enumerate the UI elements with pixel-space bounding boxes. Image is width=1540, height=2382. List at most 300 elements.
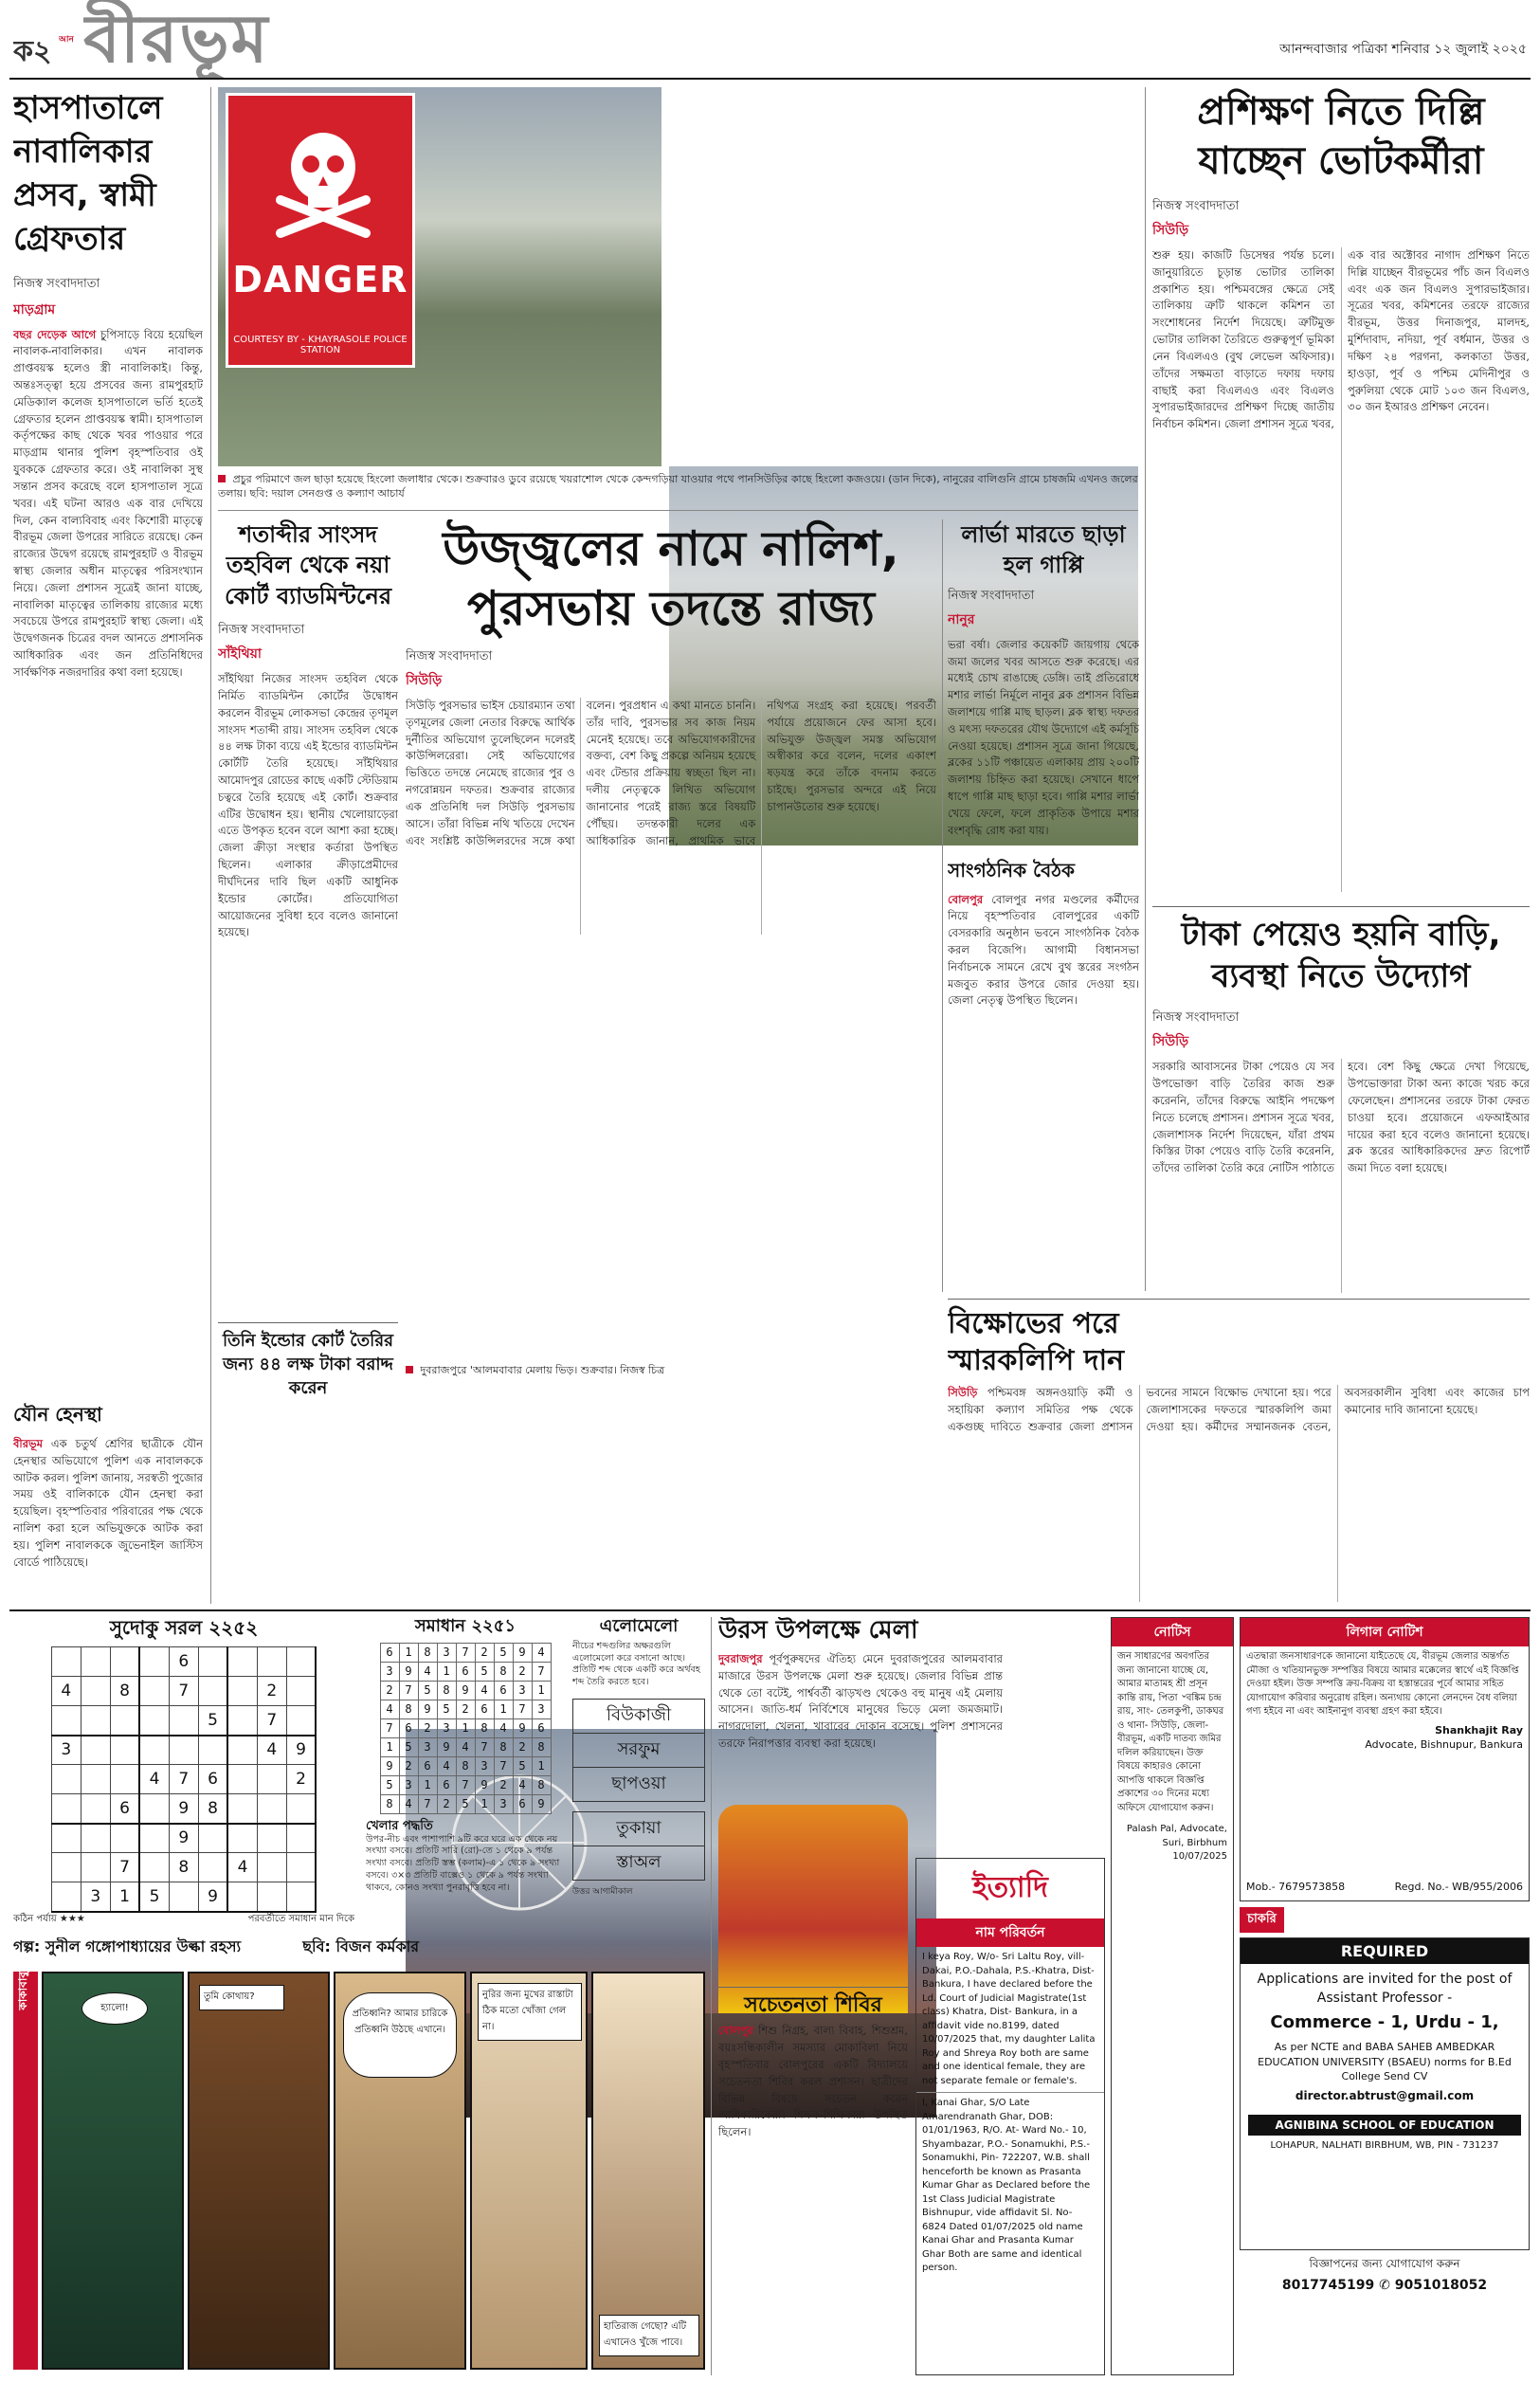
sudoku-note: পরবর্তীতে সমাধান মান দিকে — [247, 1914, 354, 1924]
training-headline: প্রশিক্ষণ নিতে দিল্লি যাচ্ছেন ভোটকর্মীরা — [1197, 90, 1485, 183]
legal-notice-signer-detail: Advocate, Bishnupur, Bankura — [1365, 1738, 1523, 1752]
sudoku-cell — [169, 1706, 198, 1736]
solution-row — [380, 1737, 551, 1756]
sudoku-cell — [110, 1824, 139, 1853]
solution-row — [380, 1662, 551, 1681]
sudoku-cell — [81, 1824, 110, 1853]
col-rule-1 — [210, 87, 211, 1604]
sudoku-cell — [139, 1824, 169, 1853]
sudoku-cell — [286, 1677, 316, 1706]
solution-cell: 1 — [418, 1775, 437, 1794]
sudoku-cell — [51, 1647, 81, 1677]
legal-notice-panel — [1240, 1617, 1530, 1901]
solution-cell: 3 — [399, 1775, 418, 1794]
solution-row — [380, 1718, 551, 1737]
comic-side-label — [13, 1972, 38, 2370]
hospital-headline: হাসপাতালে নাবালিকার প্রসব, স্বামী গ্রেফতার — [13, 89, 163, 258]
fair-caption — [406, 1363, 936, 1382]
page-number: ক২ — [13, 35, 52, 68]
sudoku-cell — [139, 1736, 169, 1765]
main-byline: নিজস্ব সংবাদদাতা — [406, 649, 493, 664]
danger-credit: COURTESY BY - KHAYRASOLE POLICE STATION — [233, 335, 408, 355]
solution-cell: 7 — [418, 1794, 437, 1813]
jumble-answers-label: উত্তর আগামীকাল — [572, 1886, 633, 1897]
sudoku-row — [51, 1736, 316, 1765]
solution-cell: 2 — [494, 1775, 513, 1794]
sudoku-cell — [227, 1882, 257, 1912]
job-line-2: Commerce - 1, Urdu - 1, — [1270, 2011, 1499, 2032]
solution-cell: 3 — [437, 1643, 456, 1662]
ittadi-notice-1: I keya Roy, W/o- Sri Laltu Roy, vill-Dakai, P.O.-Dahala, P.S.-Khatra, Dist- Bankura, I have declared before the Ld. Court of Judicial Magistrate(1st class) Khatra, Dist- Bankura, in a affidavit vide no.8199, dated 10/07/2025 that, my daughter Lalita Roy and Shreya Roy both are same and one identical female, they are not separate female or female's. — [922, 1952, 1096, 2086]
sudoku-cell — [139, 1677, 169, 1706]
jumble-instructions: নীচের শব্দগুলির অক্ষরগুলি এলোমেলো করে বসানো আছে। প্রতিটি শব্দ থেকে একটি করে অর্থবহ শব্দ তৈরি করতে হবে। — [572, 1640, 700, 1688]
solution-cell: 4 — [513, 1775, 532, 1794]
urs-headline: উরস উপলক্ষে মেলা — [718, 1617, 918, 1645]
sudoku-cell — [51, 1853, 81, 1882]
solution-cell: 8 — [437, 1681, 456, 1700]
solution-cell: 6 — [418, 1756, 437, 1775]
solution-cell: 9 — [418, 1700, 437, 1718]
memo-dateline: সিউড়ি — [948, 1386, 978, 1399]
job-line-1: Applications are invited for the post of Assistant Professor - — [1257, 1972, 1513, 2007]
solution-cell: 8 — [494, 1662, 513, 1681]
hospital-body-text: চুপিসাড়ে বিয়ে হয়েছিল নাবালক-নাবালিকার। এখন নাবালক প্রাপ্তবয়স্ক হলেও স্ত্রী নাবালিকাই। কিন্তু, অন্তঃসত্ত্বা হয়ে প্রসবের জন্য রামপুরহাট মেডিক্যাল কলেজ হাসপাতালে ভর্তি হতেই গ্রেফতার হলেন প্রাপ্তবয়স্ক স্বামী। হাসপাতাল কর্তৃপক্ষের কাছ থেকে খবর পাওয়ার পরে মাড়গ্রাম থানার পুলিশ বৃহস্পতিবার ওই যুবককে গ্রেফতার করে। ওই নাবালিকা সুস্থ সন্তান প্রসব করেছে বলে হাসপাতাল সূত্রে খবর। এই ঘটনা আরও এক বার দেখিয়ে দিল, কেন বাল্যবিবাহ এবং কিশোরী মাতৃত্বে বীরভূম জেলা উপরের সারিতে রয়েছে। কেন রাজ্যের উদ্বেগ রয়েছে রামপুরহাট ও বীরভূম স্বাস্থ্য জেলার অধীন মাতৃত্বের পরিসংখ্যান নিয়ে। জেলা প্রশাসন সূত্রেই জানা যাচ্ছে, নাবালিকা মাতৃত্বের তালিকায় রাজ্যের মধ্যে সবচেয়ে উপরে রামপুরহাট স্বাস্থ্য জেলা। এই উদ্বেগজনক চিত্রের বদল আনতে প্রশাসনিক আধিকারিক এবং জন প্রতিনিধিদের সার্বক্ষণিক নজরদারির কথা বলা হয়েছে। — [13, 327, 203, 679]
solution-cell: 8 — [494, 1737, 513, 1756]
solution-cell: 5 — [399, 1737, 418, 1756]
solution-cell: 9 — [513, 1643, 532, 1662]
sudoku-cell — [286, 1853, 316, 1882]
solution-panel — [366, 1617, 565, 1930]
sudoku-cell — [227, 1706, 257, 1736]
rules-title: খেলার পদ্ধতি — [366, 1818, 433, 1833]
sudoku-row — [51, 1853, 316, 1882]
sudoku-cell — [81, 1647, 110, 1677]
sudoku-cell — [198, 1853, 227, 1882]
sudoku-cell — [139, 1706, 169, 1736]
sudoku-row — [51, 1765, 316, 1794]
solution-row — [380, 1794, 551, 1813]
sudoku-cell — [81, 1853, 110, 1882]
solution-title: সমাধান ২২৫১ — [414, 1617, 516, 1636]
jumble-word-4: তুকায়া — [572, 1811, 705, 1846]
sudoku-cell: 8 — [198, 1794, 227, 1824]
hospital-lead: বছর দেড়েক আগে — [13, 327, 97, 341]
solution-cell: 4 — [532, 1643, 551, 1662]
jumble-panel — [572, 1617, 705, 1930]
notice-title: নোটিস — [1112, 1618, 1233, 1646]
solution-cell: 8 — [418, 1643, 437, 1662]
solution-cell: 3 — [475, 1756, 494, 1775]
hospital-story — [13, 87, 203, 1604]
solution-cell: 7 — [456, 1775, 475, 1794]
comic-box-5: হাতিরাজ গেছো? এটি এখানেও খুঁজে পাবে। — [599, 2315, 699, 2356]
sudoku-cell: 2 — [257, 1677, 286, 1706]
sudoku-cell: 9 — [169, 1794, 198, 1824]
sudoku-grid — [51, 1646, 317, 1913]
camp-body — [718, 2023, 908, 2141]
solution-cell: 3 — [513, 1681, 532, 1700]
guppy-story — [948, 519, 1139, 1292]
puzzle-rule — [9, 1609, 1531, 1611]
main-dateline: সিউড়ি — [406, 673, 443, 688]
hospital-dateline: মাড়গ্রাম — [13, 301, 56, 318]
paper-date: আনন্দবাজার পত্রিকা শনিবার ১২ জুলাই ২০২৫ — [1278, 42, 1527, 57]
sudoku-cell — [81, 1736, 110, 1765]
sudoku-cell — [286, 1706, 316, 1736]
training-body: শুরু হয়। কাজটি ডিসেম্বর পর্যন্ত চলে। জানুয়ারিতে চূড়ান্ত ভোটার তালিকা প্রকাশিত হয়। পশ্চিমবঙ্গের ক্ষেত্রে সেই তালিকায় ত্রুটি থাকলে কমিশন তা সংশোধনের নির্দেশ দিয়েছে। ত্রুটিমুক্ত ভোটার তালিকা তৈরিতে গুরুত্বপূর্ণ ভূমিকা নেন বিএলএও (বুথ লেভেল অফিসার)। তাঁদের সক্ষমতা বাড়াতে দফায় দফায় বাছাই করা বিএলএও এবং বিএলও সুপারভাইজারদের প্রশিক্ষণ দিচ্ছে জাতীয় নির্বাচন কমিশন। জেলা প্রশাসন সূত্রে খবর, এক বার অক্টোবর নাগাদ প্রশিক্ষণ নিতে দিল্লি যাচ্ছেন বীরভূমের পাঁচ জন বিএলও এবং এক জন বিএলও সুপারভাইজার। সূত্রের খবর, কমিশনের তরফে রাজ্যের বীরভূম, উত্তর দিনাজপুর, মালদহ, মুর্শিদাবাদ, নদিয়া, পূর্ব বর্ধমান, উত্তর ও দক্ষিণ ২৪ পরগনা, কলকাতা উত্তর, হাওড়া, পূর্ব ও পশ্চিম মেদিনীপুর ও পুরুলিয়া থেকে মোট ১০৩ জন বিএলও, ৩০ জন ইআরও প্রশিক্ষণ নেবেন। — [1152, 248, 1530, 431]
solution-cell: 7 — [494, 1756, 513, 1775]
ittadi-notice-2: I, Kanai Ghar, S/O Late Amarendranath Ghar, DOB: 01/01/1963, R/O. At- Ward No.- 10, Shyambazar, P.O.- Sonamukhi, P.S.- Sonamukhi, Pin- 722207, W.B. shall henceforth be known as Prasanta Kumar Ghar as Declared before the 1st Class Judicial Magistrate Bishnupur, vide affidavit Sl. No- 6824 Dated 01/07/2025 old name Kanai Ghar and Prasanta Kumar Ghar Both are same and identical person. — [916, 2092, 1104, 2280]
jumble-word-1: বিউকাজী — [572, 1699, 705, 1734]
solution-cell: 2 — [456, 1700, 475, 1718]
solution-cell: 8 — [532, 1775, 551, 1794]
comic-panel-4 — [470, 1972, 588, 2370]
urs-text: পূর্বপুরুষদের ঐতিহ্য মেনে দুবরাজপুরের আলমবাবার মাজারে উরস উপলক্ষে মেলা শুরু হয়েছে। জেলার বিভিন্ন প্রান্ত থেকে তো বটেই, পার্শ্ববর্তী ঝাড়খণ্ড থেকেও বহু মানুষ এই মেলায় আসেন। জাতি-ধর্ম নির্বিশেষে মানুষের ভিড়ে মেলা জমজমাট। নাগরদোলা, খেলনা, খাবারের দোকান বসেছে। পুলিশ প্রশাসনের তরফে নিরাপত্তার ব্যবস্থা করা হয়েছে। — [718, 1651, 1003, 1750]
comic-panel-2 — [188, 1972, 330, 2370]
jumble-word-3: ছাপওয়া — [572, 1768, 705, 1802]
memo-body — [948, 1385, 1530, 1602]
footer-ad-text: বিজ্ঞাপনের জন্য যোগাযোগ করুন — [1309, 2257, 1460, 2270]
sudoku-cell — [51, 1706, 81, 1736]
sudoku-cell: 7 — [169, 1765, 198, 1794]
sudoku-cell — [81, 1677, 110, 1706]
sudoku-cell: 9 — [286, 1736, 316, 1765]
ittadi-panel — [915, 1858, 1105, 2375]
caption-marker-icon — [218, 475, 226, 482]
training-dateline: সিউড়ি — [1152, 223, 1189, 238]
meeting-body — [948, 892, 1139, 1010]
solution-cell: 9 — [437, 1737, 456, 1756]
house-story — [1152, 914, 1530, 1293]
sudoku-cell — [227, 1647, 257, 1677]
footer-ad-phones: 8017745199 ✆ 9051018052 — [1281, 2278, 1488, 2294]
sudoku-cell: 6 — [198, 1765, 227, 1794]
col-rule-puzzle — [711, 1617, 712, 2375]
name-change-title: নাম পরিবর্তন — [916, 1918, 1104, 1947]
solution-cell: 8 — [399, 1700, 418, 1718]
camp-headline: সচেতনতা শিবির — [744, 1993, 882, 2017]
main-story — [406, 519, 936, 965]
solution-cell: 5 — [494, 1643, 513, 1662]
sudoku-cell — [81, 1706, 110, 1736]
house-body: সরকারি আবাসনের টাকা পেয়েও যে সব উপভোক্তা বাড়ি তৈরির কাজ শুরু করেননি, তাঁদের বিরুদ্ধে আইনি পদক্ষেপ নিতে চলেছে প্রশাসন। প্রশাসন সূত্রে খবর, জেলাশাসক নির্দেশ দিয়েছেন, যাঁরা প্রথম কিস্তির টাকা পেয়েও বাড়ি তৈরি করেননি, তাঁদের তালিকা তৈরি করে নোটিস পাঠাতে হবে। বেশ কিছু ক্ষেত্রে দেখা গিয়েছে, উপভোক্তারা টাকা অন্য কাজে খরচ করে ফেলেছেন। প্রশাসনের তরফে টাকা ফেরত চাওয়া হবে। প্রয়োজনে এফআইআর দায়ের করা হবে বলেও জানানো হয়েছে। ব্লক স্তরের আধিকারিকদের দ্রুত রিপোর্ট জমা দিতে বলা হয়েছে। — [1152, 1060, 1530, 1175]
sudoku-cell — [257, 1765, 286, 1794]
solution-cell: 4 — [475, 1681, 494, 1700]
guppy-byline: নিজস্ব সংবাদদাতা — [948, 588, 1035, 603]
jumble-title: এলোমেলো — [599, 1617, 679, 1636]
sudoku-cell — [51, 1794, 81, 1824]
comic-box-2: তুমি কোথায়? — [199, 1985, 284, 2010]
danger-text: DANGER — [232, 259, 408, 300]
sudoku-title: সুদোকু সরল ২২৫২ — [109, 1617, 259, 1639]
hospital-substory — [13, 1401, 203, 1600]
sudoku-cell — [81, 1794, 110, 1824]
comic-header — [13, 1937, 705, 1966]
solution-cell: 1 — [380, 1737, 399, 1756]
solution-cell: 7 — [456, 1643, 475, 1662]
photo-caption-top — [218, 472, 1138, 506]
solution-cell: 9 — [513, 1718, 532, 1737]
solution-cell: 9 — [399, 1662, 418, 1681]
col-rule-guppy — [942, 519, 943, 1292]
solution-cell: 4 — [418, 1662, 437, 1681]
comic-bubble-1: হ্যালো! — [82, 1992, 148, 2025]
solution-cell: 1 — [532, 1756, 551, 1775]
sudoku-cell: 9 — [198, 1882, 227, 1912]
solution-cell: 6 — [513, 1794, 532, 1813]
solution-cell: 7 — [475, 1737, 494, 1756]
meeting-text: বোলপুর নগর মণ্ডলের কর্মীদের নিয়ে বৃহস্পতিবার বোলপুরের একটি বেসরকারি অনুষ্ঠান ভবনে সাংগঠনিক বৈঠক করল বিজেপি। আগামী বিধানসভা নির্বাচনকে সামনে রেখে বুথ স্তরের সংগঠন মজবুত করার উপরে জোর দেওয়া হয়। জেলা নেতৃত্ব উপস্থিত ছিলেন। — [948, 892, 1139, 1008]
sudoku-cell — [169, 1736, 198, 1765]
comic-panel-5 — [591, 1972, 705, 2370]
rules-text: উপর-নীচ এবং পাশাপাশি ৯টি করে ঘরে এক থেকে নয় সংখ্যা বসবে। প্রতিটি সারি (রো)-তে ১ থেকে ৯ পর্যন্ত সংখ্যা বসবে। প্রতিটি স্তম্ভ (কলাম)-এ ১ থেকে ৯ সংখ্যা বসবে। ৩×৩ প্রতিটি বাক্সেও ১ থেকে ৯ পর্যন্ত সংখ্যা থাকবে, কোনও সংখ্যা পুনরাবৃত্তি হবে না। — [366, 1833, 560, 1893]
training-story — [1152, 87, 1530, 902]
sudoku-cell — [51, 1824, 81, 1853]
sudoku-cell — [257, 1853, 286, 1882]
solution-cell: 9 — [380, 1756, 399, 1775]
sudoku-cell — [198, 1736, 227, 1765]
skull-crossbones-icon — [266, 124, 380, 238]
masthead — [0, 0, 1540, 78]
sudoku-cell: 7 — [257, 1706, 286, 1736]
sudoku-cell — [110, 1706, 139, 1736]
caption-rule — [218, 510, 1138, 511]
solution-cell: 8 — [475, 1718, 494, 1737]
solution-cell: 4 — [399, 1794, 418, 1813]
solution-row — [380, 1700, 551, 1718]
sudoku-panel — [13, 1617, 354, 1930]
court-headline: শতাব্দীর সাংসদ তহবিল থেকে নয়া কোর্ট ব্যাডমিন্টনের — [224, 521, 392, 609]
job-required: REQUIRED — [1241, 1938, 1529, 1964]
court-side-note — [218, 1322, 398, 1427]
solution-row — [380, 1681, 551, 1700]
solution-cell: 9 — [475, 1775, 494, 1794]
notice-body: জন সাধারণের অবগতির জন্য জানানো যাচ্ছে যে, আমার মাতামহ শ্রী প্রসূন কান্তি রায়, পিতা ৺বঙ্কিম চন্দ্র রায়, সাং- তেলকুপী, ডাকঘর ও থানা- সিউড়ি, জেলা- বীরভূম, একটি দাতব্য জমির দলিল করিয়াছেন। উক্ত বিষয়ে কাহারও কোনো আপত্তি থাকলে বিজ্ঞপ্তি প্রকাশের ৩০ দিনের মধ্যে অফিসে যোগাযোগ করুন। — [1117, 1651, 1224, 1813]
solution-cell: 3 — [380, 1662, 399, 1681]
sudoku-cell — [139, 1647, 169, 1677]
solution-cell: 6 — [437, 1775, 456, 1794]
legal-notice-reg: Regd. No.- WB/955/2006 — [1394, 1881, 1523, 1894]
solution-cell: 5 — [418, 1681, 437, 1700]
ittadi-brand: ইত্যাদি — [972, 1871, 1048, 1904]
house-headline: টাকা পেয়েও হয়নি বাড়ি, ব্যবস্থা নিতে উদ্যোগ — [1181, 916, 1501, 996]
sudoku-cell — [286, 1824, 316, 1853]
sudoku-cell — [227, 1765, 257, 1794]
sudoku-cell — [286, 1647, 316, 1677]
meeting-heading: সাংগঠনিক বৈঠক — [948, 858, 1075, 882]
sudoku-cell — [51, 1882, 81, 1912]
sudoku-cell — [51, 1765, 81, 1794]
solution-cell: 3 — [437, 1718, 456, 1737]
court-byline: নিজস্ব সংবাদদাতা — [218, 623, 305, 638]
caption-text-top: প্রচুর পরিমাণে জল ছাড়া হয়েছে হিংলো জলাধার থেকে। শুক্রবারও ডুবে রয়েছে খয়রাশোল থেকে কেন্দগড়িয়া যাওয়ার পথে পানসিউড়ির কাছে হিংলো কজওয়ে। (ডান দিকে), নানুরের বালিগুনি গ্রামে চাষজমি এখনও জলের তলায়। ছবি: দয়াল সেনগুপ্ত ও কল্যাণ আচার্য — [218, 473, 1138, 500]
section-logo: বীরভূম — [83, 0, 270, 78]
legal-notice-signer: Shankhajit Ray — [1435, 1723, 1523, 1736]
harassment-dateline: বীরভূম — [13, 1437, 43, 1450]
sudoku-cell — [110, 1647, 139, 1677]
sudoku-row — [51, 1647, 316, 1677]
memo-text: পশ্চিমবঙ্গ অঙ্গনওয়াড়ি কর্মী ও সহায়িকা কল্যাণ সমিতির পক্ষ থেকে একগুচ্ছ দাবিতে শুক্রবার জেলা প্রশাসন ভবনের সামনে বিক্ষোভ দেখানো হয়। পরে জেলাশাসকের দফতরে স্মারকলিপি জমা দেওয়া হয়। কর্মীদের সম্মানজনক বেতন, অবসরকালীন সুবিধা এবং কাজের চাপ কমানোর দাবি জানানো হয়েছে। — [948, 1386, 1530, 1433]
camp-dateline: বোলপুর — [718, 2024, 754, 2038]
harassment-text: এক চতুর্থ শ্রেণির ছাত্রীকে যৌন হেনস্থার অভিযোগে পুলিশ এক নাবালককে আটক করল। পুলিশ জানায়, সরস্বতী পুজোর সময় ওই বালিকাকে যৌন হেনস্থা করা হয়েছিল। বৃহস্পতিবার পরিবারের পক্ষ থেকে নালিশ করা হলে অভিযুক্তকে আটক করা হয়। পুলিশ নাবালককে জুভেনাইল জাস্টিস বোর্ডে পাঠিয়েছে। — [13, 1437, 203, 1569]
urs-dateline: দুবরাজপুর — [718, 1651, 763, 1665]
memo-headline: বিক্ষোভের পরে স্মারকলিপি দান — [948, 1307, 1125, 1377]
solution-cell: 7 — [399, 1681, 418, 1700]
solution-cell: 3 — [532, 1700, 551, 1718]
solution-cell: 5 — [456, 1794, 475, 1813]
notice-panel — [1111, 1617, 1234, 2375]
comic-title: গল্প: সুনীল গঙ্গোপাধ্যায়ের উল্কা রহস্য — [13, 1937, 242, 1955]
job-line-3: As per NCTE and BABA SAHEB AMBEDKAR EDUCATION UNIVERSITY (BSAEU) norms for B.Ed College Send CV — [1258, 2040, 1512, 2083]
sudoku-cell — [257, 1882, 286, 1912]
job-email[interactable]: director.abtrust@gmail.com — [1295, 2089, 1475, 2103]
guppy-headline: লার্ভা মারতে ছাড়া হল গাপ্পি — [961, 521, 1126, 579]
solution-cell: 3 — [418, 1737, 437, 1756]
court-dateline: সাঁইথিয়া — [218, 646, 262, 663]
sudoku-cell: 6 — [110, 1794, 139, 1824]
sudoku-cell — [110, 1765, 139, 1794]
sudoku-cell: 5 — [139, 1882, 169, 1912]
solution-cell: 4 — [380, 1700, 399, 1718]
urs-body — [718, 1651, 1003, 1753]
sudoku-cell: 4 — [139, 1765, 169, 1794]
solution-cell: 4 — [437, 1756, 456, 1775]
sudoku-cell — [227, 1794, 257, 1824]
sudoku-row — [51, 1677, 316, 1706]
sudoku-cell — [198, 1824, 227, 1853]
sudoku-row — [51, 1706, 316, 1736]
col-rule-right — [1145, 87, 1146, 1291]
comic-box-4: নুরির জন্য মুখের রাস্তাটা ঠিক মতো খোঁজা গেল না। — [478, 1983, 582, 2041]
solution-cell: 9 — [532, 1794, 551, 1813]
comic-bubble-3: প্রতিধ্বনি? আমার চারিকে প্রতিধ্বনি উঠছে এখানে। — [343, 1992, 457, 2078]
job-address: LOHAPUR, NALHATI BIRBHUM, WB, PIN - 731237 — [1270, 2139, 1499, 2151]
guppy-dateline: নানুর — [948, 611, 975, 627]
solution-cell: 1 — [437, 1662, 456, 1681]
job-ad — [1240, 1937, 1530, 2250]
solution-cell: 1 — [456, 1718, 475, 1737]
camp-story — [718, 1987, 908, 2375]
solution-cell: 1 — [475, 1794, 494, 1813]
solution-cell: 7 — [532, 1662, 551, 1681]
guppy-body: ভরা বর্ষা। জেলার কয়েকটি জায়গায় থেকে জমা জলের খবর আসতে শুরু করেছে। এর মধ্যেই চোখ রাঙাচ্ছে ডেঙ্গি। তাই প্রতিরোধে মশার লার্ভা নির্মূলে নানুর ব্লক প্রশাসন বিভিন্ন জলাশয়ে গাপ্পি মাছ ছাড়ল। ব্লক স্বাস্থ্য দফতর ও মৎস্য দফতরের যৌথ উদ্যোগে এই কর্মসূচি নেওয়া হয়েছে। প্রশাসন সূত্রে জানা গিয়েছে, ব্লকের ১১টি পঞ্চায়েত এলাকায় প্রায় ২০০টি জলাশয় চিহ্নিত করা হয়েছে। সেখানে ধাপে ধাপে গাপ্পি মাছ ছাড়া হবে। গাপ্পি মশার লার্ভা খেয়ে ফেলে, ফলে প্রাকৃতিক উপায়ে মশার বংশবৃদ্ধি রোধ করা যায়। — [948, 637, 1139, 837]
sudoku-cell — [81, 1765, 110, 1794]
court-story — [218, 519, 398, 1306]
jumble-word-5: স্তাঅল — [572, 1846, 705, 1881]
solution-grid — [380, 1643, 552, 1814]
solution-cell: 1 — [494, 1700, 513, 1718]
sudoku-cell: 5 — [198, 1706, 227, 1736]
comic-artist: ছবি: বিজন কর্মকার — [302, 1937, 420, 1955]
sudoku-cell: 9 — [169, 1824, 198, 1853]
fair-caption-marker-icon — [406, 1366, 413, 1373]
training-byline: নিজস্ব সংবাদদাতা — [1152, 199, 1240, 213]
solution-cell: 2 — [418, 1718, 437, 1737]
job-school: AGNIBINA SCHOOL OF EDUCATION — [1248, 2115, 1521, 2136]
comic-panel-3 — [334, 1972, 466, 2370]
solution-cell: 7 — [380, 1718, 399, 1737]
sudoku-cell — [227, 1736, 257, 1765]
sudoku-cell — [257, 1794, 286, 1824]
sudoku-cell — [227, 1677, 257, 1706]
legal-notice-mobile: Mob.- 7679573858 — [1246, 1881, 1346, 1894]
hospital-byline: নিজস্ব সংবাদদাতা — [13, 276, 100, 291]
comic-side-text: কাকাবাবু — [16, 1972, 29, 2010]
sudoku-cell — [286, 1794, 316, 1824]
solution-cell: 6 — [475, 1700, 494, 1718]
solution-cell: 6 — [380, 1643, 399, 1662]
solution-cell: 2 — [513, 1737, 532, 1756]
sudoku-cell: 3 — [81, 1882, 110, 1912]
house-byline: নিজস্ব সংবাদদাতা — [1152, 1010, 1240, 1026]
legal-notice-title: লিগাল নোটিশ — [1241, 1618, 1529, 1646]
solution-cell: 5 — [380, 1775, 399, 1794]
sudoku-cell: 8 — [169, 1853, 198, 1882]
solution-cell: 2 — [513, 1662, 532, 1681]
court-body: সাঁইথিয়া নিজের সাংসদ তহবিল থেকে নির্মিত ব্যাডমিন্টন কোর্টের উদ্বোধন করলেন বীরভূম লোকসভা কেন্দ্রের তৃণমূল সাংসদ শতাব্দী রায়। সাংসদ তহবিল থেকে ৪৪ লক্ষ টাকা ব্যয়ে এই ইন্ডোর ব্যাডমিন্টন কোর্টটি তৈরি হয়েছে। সাঁইথিয়ার আমোদপুর রোডের কাছে একটি স্টেডিয়াম চত্বরে তৈরি হয়েছে এই কোর্ট। শুক্রবার এটির উদ্বোধন হয়। স্থানীয় খেলোয়াড়েরা এতে উপকৃত হবেন বলে আশা করা হচ্ছে। জেলা ক্রীড়া সংস্থার কর্তারা উপস্থিত ছিলেন। এলাকার ক্রীড়াপ্রেমীদের দীর্ঘদিনের দাবি ছিল একটি আধুনিক ইন্ডোর কোর্টের। প্রতিযোগিতা আয়োজনের সুবিধা হবে বলেও জানানো হয়েছে। — [218, 672, 398, 939]
house-dateline: সিউড়ি — [1152, 1034, 1189, 1050]
solution-cell: 2 — [399, 1756, 418, 1775]
sudoku-cell: 6 — [169, 1647, 198, 1677]
legal-notice-body: এতদ্বারা জনসাধারণকে জানানো যাইতেছে যে, বীরভূম জেলার অন্তর্গত মৌজা ও খতিয়ানভুক্ত সম্পত্তির বিষয়ে আমার মক্কেলের স্বার্থে এই বিজ্ঞপ্তি দেওয়া হইল। উক্ত সম্পত্তি ক্রয়-বিক্রয় বা হস্তান্তরের পূর্বে আমার সহিত যোগাযোগ করিবার অনুরোধ রহিল। অন্যথায় কোনো লেনদেন বৈধ বলিয়া গণ্য হইবে না এবং আইনানুগ ব্যবস্থা গ্রহণ করা হইবে। — [1246, 1651, 1519, 1717]
solution-cell: 3 — [494, 1794, 513, 1813]
sudoku-cell — [139, 1853, 169, 1882]
sudoku-cell — [198, 1677, 227, 1706]
sudoku-cell — [169, 1882, 198, 1912]
sudoku-cell — [110, 1736, 139, 1765]
solution-cell: 5 — [513, 1756, 532, 1775]
solution-cell: 6 — [494, 1681, 513, 1700]
fair-caption-text: দুবরাজপুরে 'আলমবাবার মেলায় ভিড়। শুক্রবার। নিজস্ব চিত্র — [420, 1364, 665, 1376]
house-rule — [1152, 906, 1530, 907]
sudoku-cell: 7 — [110, 1853, 139, 1882]
sudoku-cell — [139, 1794, 169, 1824]
solution-cell: 1 — [532, 1681, 551, 1700]
solution-row — [380, 1643, 551, 1662]
notice-signature: Palash Pal, Advocate, Suri, Birbhum 10/07/2025 — [1126, 1824, 1227, 1862]
solution-cell: 8 — [380, 1794, 399, 1813]
main-body: সিউড়ি পুরসভার ভাইস চেয়ারম্যান তথা তৃণমূলের জেলা নেতার বিরুদ্ধে আর্থিক দুর্নীতির অভিযোগ তুলেছিলেন দলেরই কাউন্সিলরেরা। সেই অভিযোগের ভিত্তিতে তদন্তে নেমেছে রাজ্যের পুর ও নগরোন্নয়ন দফতর। শুক্রবার রাজ্যের এক প্রতিনিধি দল সিউড়ি পুরসভায় আসে। তাঁরা বিভিন্ন নথি খতিয়ে দেখেন এবং সংশ্লিষ্ট কাউন্সিলরদের সঙ্গে কথা বলেন। পুরপ্রধান এ কথা মানতে চাননি। তাঁর দাবি, পুরসভার সব কাজ নিয়ম মেনেই হয়েছে। তবে অভিযোগকারীদের বক্তব্য, বেশ কিছু প্রকল্পে অনিয়ম হয়েছে এবং টেন্ডার প্রক্রিয়ায় স্বচ্ছতা ছিল না। দলীয় নেতৃত্বকে লিখিত অভিযোগ জানানোর পরেই রাজ্য স্তরে বিষয়টি পৌঁছয়। তদন্তকারী দলের এক আধিকারিক জানান, প্রাথমিক ভাবে নথিপত্র সংগ্রহ করা হয়েছে। পরবর্তী পর্যায়ে প্রয়োজনে ফের আসা হবে। অভিযুক্ত উজ্জ্বল সমস্ত অভিযোগ অস্বীকার করে বলেন, দলের একাংশ ষড়যন্ত্র করে তাঁকে বদনাম করতে চাইছে। পুরসভার অন্দরে এই নিয়ে চাপানউতোর শুরু হয়েছে। — [406, 699, 936, 847]
job-section-tag — [1240, 1907, 1530, 1934]
sudoku-cell: 1 — [110, 1882, 139, 1912]
solution-cell: 7 — [513, 1700, 532, 1718]
solution-row — [380, 1756, 551, 1775]
solution-cell: 9 — [456, 1681, 475, 1700]
solution-cell: 2 — [380, 1681, 399, 1700]
sudoku-cell: 7 — [169, 1677, 198, 1706]
masthead-rule — [9, 78, 1531, 80]
solution-cell: 5 — [475, 1662, 494, 1681]
danger-sign — [226, 93, 415, 368]
sudoku-cell: 4 — [257, 1736, 286, 1765]
solution-cell: 8 — [456, 1756, 475, 1775]
solution-cell: 6 — [532, 1718, 551, 1737]
sudoku-cell — [198, 1647, 227, 1677]
sudoku-cell — [227, 1824, 257, 1853]
jumble-word-2: সরফুম — [572, 1734, 705, 1768]
meeting-dateline: বোলপুর — [948, 892, 984, 906]
sudoku-cell: 2 — [286, 1765, 316, 1794]
sudoku-cell — [257, 1824, 286, 1853]
solution-cell: 5 — [437, 1700, 456, 1718]
comic-panel-1 — [42, 1972, 184, 2370]
solution-cell: 4 — [494, 1718, 513, 1737]
solution-cell: 8 — [532, 1737, 551, 1756]
solution-cell: 6 — [456, 1662, 475, 1681]
memo-story — [948, 1299, 1530, 1602]
solution-row — [380, 1775, 551, 1794]
sudoku-difficulty: কঠিন পর্যায় ★★★ — [13, 1914, 85, 1924]
